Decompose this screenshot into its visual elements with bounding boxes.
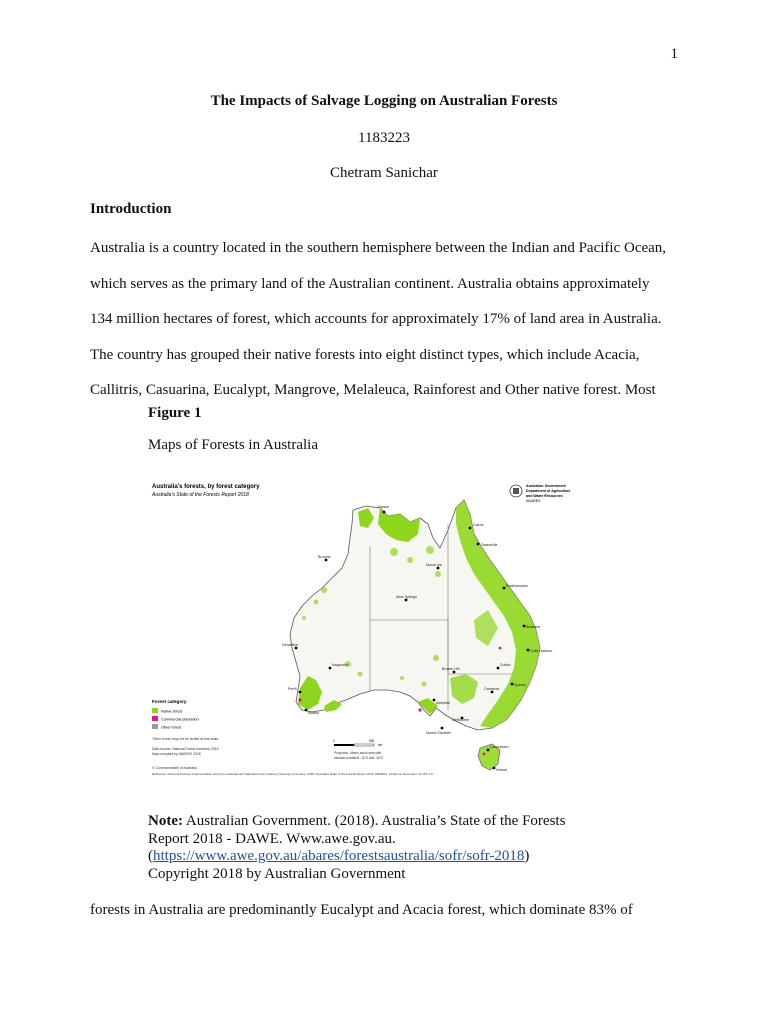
legend-native-label: Native forest	[161, 709, 183, 714]
intro-line: The country has grouped their native forests into eight distinct types, which include Acacia,	[90, 346, 640, 363]
city-label: Canberra	[484, 687, 499, 691]
city-label: Darwin	[378, 505, 390, 509]
legend-other-label: Other forest	[161, 725, 182, 730]
city-label: Coffs Harbour	[530, 649, 553, 653]
gov-line-3: and Water Resources	[526, 494, 563, 498]
map-visibility-note: 'Other forest' may not be visible at this scale.	[152, 737, 220, 741]
link-close-paren: )	[524, 848, 530, 864]
city-label: Townsville	[481, 543, 498, 547]
map-projection: Projection: Albers equal area with	[334, 751, 382, 755]
intro-line: Australia is a country located in the southern hemisphere between the Indian and Pacific Ocean,	[90, 240, 667, 256]
map-data-source: Data source: National Forest Inventory 2018	[152, 747, 219, 751]
legend-title: Forest category	[152, 699, 187, 704]
source-link[interactable]: https://www.awe.gov.au/abares/forestsaustralia/sofr/sofr-2018	[153, 848, 525, 864]
city-label: Mount Isa	[426, 563, 442, 567]
city-label: Sydney	[514, 683, 526, 687]
figure-label: Figure 1	[148, 405, 202, 421]
legend-plantation-label: Commercial plantation	[161, 717, 199, 722]
map-compiled: Map compiled by ABARES 2018	[152, 752, 201, 756]
intro-line: Callitris, Casuarina, Eucalypt, Mangrove, Melaleuca, Rainforest and Other native forest. Most	[90, 382, 656, 398]
figure-note	[148, 813, 578, 883]
note-line-1: Australian Government. (2018). Australia’s State of the Forests	[182, 813, 566, 829]
note-label: Note:	[148, 813, 183, 829]
map-parallels: standard parallels -18°S and -36°S	[334, 756, 384, 760]
scale-label-500: 500	[369, 739, 375, 743]
city-label: Broome	[318, 555, 331, 559]
city-label: Rockhampton	[506, 584, 529, 588]
city-label: Launceston	[490, 745, 509, 749]
city-label: Mount Gambier	[426, 731, 451, 735]
map-reference: Reference: Montreal Process Implementation Group for Australia and National Forest Inventory Steering Committee, 2018, Australia's State of the Forests Report 2018, ABARES, Canberra, December. CC BY 4.0.	[152, 772, 434, 776]
legend-swatch-other	[152, 724, 158, 729]
intro-line: which serves as the primary land of the Australian continent. Australia obtains approximately	[90, 275, 650, 292]
map-copyright: © Commonwealth of Australia	[152, 766, 197, 770]
legend-swatch-native	[152, 708, 158, 713]
gov-line-4: ABARES	[526, 499, 541, 503]
section-heading: Introduction	[90, 201, 172, 217]
forest-map-figure	[148, 478, 571, 787]
forest-map-svg	[148, 478, 571, 787]
link-open-paren: (	[148, 848, 153, 864]
city-label: Geraldton	[282, 643, 298, 647]
city-label: Dubbo	[500, 663, 511, 667]
figure-caption: Maps of Forests in Australia	[148, 437, 318, 453]
paper-title: The Impacts of Salvage Logging on Australian Forests	[210, 93, 558, 109]
map-subtitle: Australia's State of the Forests Report 2018	[152, 492, 249, 498]
author-name: Chetram Sanichar	[330, 165, 438, 181]
city-label: Melbourne	[452, 718, 469, 722]
page-number: 1	[670, 46, 678, 62]
city-label: Brisbane	[526, 625, 541, 629]
map-title: Australia's forests, by forest category	[152, 484, 260, 490]
note-copyright: Copyright 2018 by Australian Government	[148, 865, 406, 882]
scale-label-0: 0	[333, 739, 335, 743]
intro-paragraph	[90, 231, 690, 409]
city-label: Adelaide	[436, 701, 450, 705]
gov-line-1: Australian Government	[526, 484, 566, 488]
intro-line: 134 million hectares of forest, which accounts for approximately 17% of land area in Australia.	[90, 311, 662, 327]
scale-unit: km	[378, 743, 383, 747]
city-label: Cairns	[473, 523, 484, 527]
city-label: Perth	[288, 687, 297, 691]
gov-line-2: Department of Agriculture	[526, 489, 571, 493]
city-label: Hobart	[496, 768, 507, 772]
city-label: Alice Springs	[396, 595, 417, 599]
city-label: Kalgoorlie	[332, 663, 348, 667]
note-line-2: Report 2018 - DAWE. Www.awe.gov.au.	[148, 830, 396, 847]
legend-swatch-plantation	[152, 716, 158, 721]
continuation-paragraph: forests in Australia are predominantly Eucalypt and Acacia forest, which dominate 83% of	[90, 902, 633, 918]
student-id: 1183223	[358, 130, 410, 146]
city-label: Broken Hill	[442, 667, 460, 671]
city-label: Albany	[308, 711, 319, 715]
